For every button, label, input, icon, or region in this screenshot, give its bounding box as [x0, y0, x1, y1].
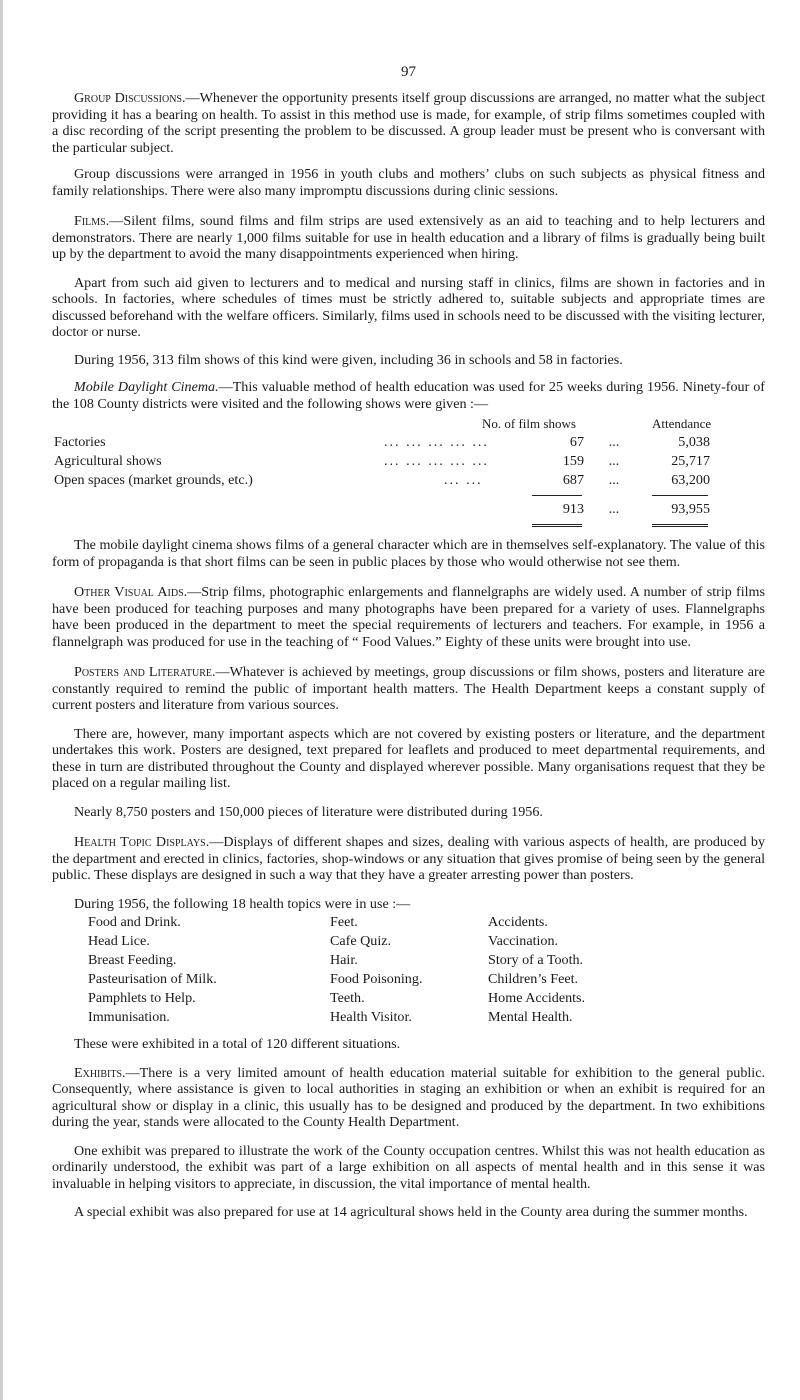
row-shows: 67	[569, 434, 584, 450]
table-total-row	[52, 496, 765, 522]
films-paragraph-2: Apart from such aid given to lecturers and to medical and nursing staff in clinics, films are shown in factories and in schools. In factories, where schedules of times must be strictly adhered to, suitable subjects and appropriate times are discussed beforehand with the welfare officers. Similarly, films used in schools need to be discussed with the visiting lecturer, doctor or nurse.	[52, 274, 765, 340]
total-shows: 913	[562, 500, 584, 517]
row-dots: ... ... ... ... ...	[384, 434, 489, 450]
group-discussions-text: —Whenever the opportunity presents itself group discussions are arranged, no matter what the subject providing it has a bearing on health. To assist in this method use is made, for example, of strip films sometimes coupled with a disc recording of the script presenting the problem to be discussed. A group leader must be present who is conversant with the particular subject.	[52, 90, 765, 156]
film-shows-table	[52, 415, 765, 527]
list-item: Home Accidents.	[488, 990, 586, 1006]
total-attendance-double-rule	[652, 524, 708, 527]
row-dots: ... ... ... ... ...	[384, 453, 489, 469]
topics-outro: These were exhibited in a total of 120 different situations.	[74, 1036, 401, 1052]
exhibits-paragraph	[52, 1065, 765, 1131]
row-attendance: 25,717	[671, 453, 710, 469]
list-item: Pamphlets to Help.	[88, 990, 196, 1006]
row-attendance: 63,200	[671, 472, 710, 488]
header-film-shows: No. of film shows	[482, 416, 576, 431]
list-item: Story of a Tooth.	[488, 952, 584, 968]
films-paragraph-3: During 1956, 313 film shows of this kind were given, including 36 in schools and 58 in factories.	[74, 351, 623, 368]
page-number: 97	[401, 64, 416, 80]
list-item: Head Lice.	[88, 933, 150, 949]
table-header	[52, 415, 765, 433]
visual-aids-heading: Other Visual Aids.	[74, 584, 188, 600]
exhibits-heading: Exhibits.	[74, 1064, 126, 1081]
list-item: Children’s Feet.	[488, 971, 579, 987]
total-double-rules	[52, 524, 765, 527]
posters-paragraph-2: There are, however, many important aspects which are not covered by existing posters or literature, and the department undertakes this work. Posters are designed, text prepared for leaflets and produced to meet departmental requirements, and these in turn are distributed throughout the County and displayed wherever possible. Many organisations request that they be placed on a regular mailing list.	[52, 725, 765, 791]
total-attendance-rule	[652, 495, 708, 496]
list-item: Mental Health.	[488, 1009, 573, 1025]
topics-column-2	[330, 913, 488, 1027]
posters-heading: Posters and Literature.	[74, 664, 216, 680]
list-item: Feet.	[330, 914, 358, 930]
row-label: Factories	[54, 434, 106, 450]
total-attendance: 93,955	[671, 500, 710, 517]
total-separator: ...	[608, 500, 620, 517]
list-item: Food Poisoning.	[330, 971, 423, 987]
visual-aids-paragraph	[52, 584, 765, 650]
row-separator: ...	[608, 472, 620, 488]
displays-heading: Health Topic Displays.	[74, 834, 210, 850]
group-discussions-heading: Group Discussions.	[74, 90, 186, 106]
row-shows: 687	[562, 472, 584, 488]
posters-text: —Whatever is achieved by meetings, group discussions or film shows, posters and literature are constantly required to remind the public of important health matters. The Health Department keeps a constant supply of current posters and literature from various sources.	[52, 664, 765, 713]
group-discussions-paragraph-2: Group discussions were arranged in 1956 in youth clubs and mothers’ clubs on such subjects as physical fitness and family relationships. There were also many impromptu discussions during clinic sessions.	[52, 166, 765, 199]
row-separator: ...	[608, 453, 620, 469]
displays-paragraph	[52, 834, 765, 884]
table-row	[52, 433, 765, 452]
visual-aids-text: —Strip films, photographic enlargements and flannelgraphs are widely used. A number of strip films have been produced for teaching purposes and many photographs have been prepared for a variety of uses. Flannelgraphs have been produced in the department to meet the special requirements of lecturers and teachers. For example, in 1956 a flannelgraph was produced for use in the teaching of “ Food Values.” Eighty of these units were brought into use.	[52, 584, 765, 650]
row-separator: ...	[608, 434, 620, 450]
list-item: Immunisation.	[88, 1009, 170, 1025]
list-item: Cafe Quiz.	[330, 933, 392, 949]
table-row	[52, 471, 765, 490]
posters-paragraph-3: Nearly 8,750 posters and 150,000 pieces of literature were distributed during 1956.	[74, 803, 543, 820]
group-discussions-paragraph	[52, 90, 765, 156]
header-attendance: Attendance	[652, 416, 712, 431]
mobile-cinema-heading: Mobile Daylight Cinema.	[74, 379, 219, 395]
table-row	[52, 452, 765, 471]
list-item: Pasteurisation of Milk.	[88, 971, 217, 987]
health-topics-list	[88, 913, 765, 1027]
list-item: Breast Feeding.	[88, 952, 177, 968]
exhibits-paragraph-2: One exhibit was prepared to illustrate the work of the County occupation centres. Whilst this was not health education as ordinarily understood, the exhibit was part of a large exhibition on all aspects of mental health and in this sense it was invaluable in helping visitors to appreciate, in discussion, the vital importance of mental health.	[52, 1142, 765, 1192]
binding-edge	[0, 0, 3, 1400]
total-rules	[52, 495, 765, 496]
displays-text: —Displays of different shapes and sizes, dealing with various aspects of health, are produced by the department and erected in clinics, factories, shop-windows or any situation that gives promise of being seen by the general public. These displays are designed in such a way that they have a greater arresting power than posters.	[52, 834, 765, 883]
posters-paragraph	[52, 664, 765, 714]
row-dots: ... ...	[444, 472, 483, 488]
row-label: Open spaces (market grounds, etc.)	[54, 472, 253, 488]
page	[52, 0, 765, 1221]
total-shows-rule	[532, 495, 582, 496]
films-heading: Films.	[74, 213, 110, 229]
list-item: Accidents.	[488, 914, 548, 930]
row-attendance: 5,038	[678, 434, 710, 450]
list-item: Hair.	[330, 952, 358, 968]
list-item: Health Visitor.	[330, 1009, 412, 1025]
exhibits-text: —There is a very limited amount of health education material suitable for exhibition to the general public. Consequently, where assistance is given to local authorities in staging an exhibition or when an exhibit is required for an agricultural show or display in a clinic, this usually has to be designed and produced by the department. In two exhibitions during the year, stands were allocated to the County Health Department.	[52, 1064, 765, 1130]
row-shows: 159	[562, 453, 584, 469]
films-text: —Silent films, sound films and film strips are used extensively as an aid to teaching and to help lecturers and demonstrators. There are nearly 1,000 films suitable for use in health education and a library of films is gradually being built up by the department to avoid the many disappointments experienced when hiring.	[52, 213, 765, 262]
topics-column-1	[88, 913, 330, 1027]
topics-column-3	[488, 913, 648, 1027]
total-shows-double-rule	[532, 524, 582, 527]
mobile-cinema-paragraph-2: The mobile daylight cinema shows films of a general character which are in themselves self-explanatory. The value of this form of propaganda is that short films can be seen in public places by those who would otherwise not see them.	[52, 537, 765, 570]
mobile-cinema-paragraph	[52, 379, 765, 412]
mobile-cinema-text: —This valuable method of health education was used for 25 weeks during 1956. Ninety-four of the 108 County districts were visited and the following shows were given :—	[52, 379, 766, 412]
list-item: Vaccination.	[488, 933, 559, 949]
list-item: Teeth.	[330, 990, 365, 1006]
films-paragraph	[52, 213, 765, 263]
exhibits-paragraph-3: A special exhibit was also prepared for use at 14 agricultural shows held in the County area during the summer months.	[74, 1204, 748, 1220]
topics-intro: During 1956, the following 18 health topics were in use :—	[74, 895, 411, 912]
row-label: Agricultural shows	[54, 453, 162, 469]
list-item: Food and Drink.	[88, 914, 181, 930]
